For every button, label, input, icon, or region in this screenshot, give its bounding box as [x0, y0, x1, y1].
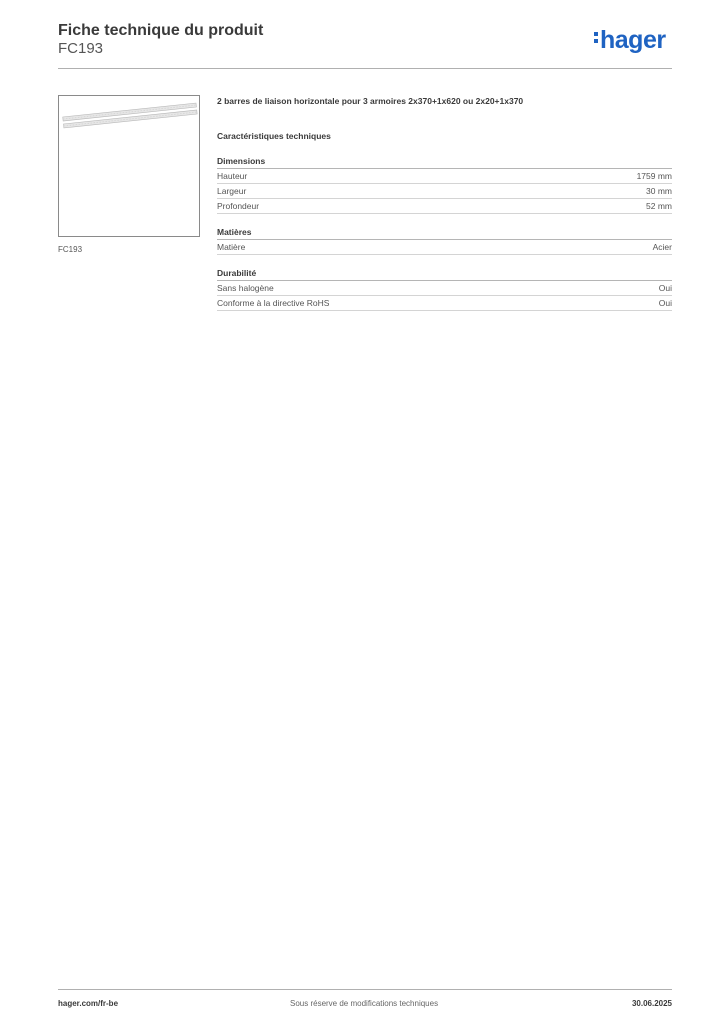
spec-row [217, 240, 672, 255]
specs-heading: Caractéristiques techniques [217, 131, 331, 141]
product-image [58, 95, 200, 237]
spec-label: Hauteur [217, 171, 248, 181]
spec-value: 52 mm [646, 201, 672, 211]
busbar-image-icon [59, 96, 201, 238]
footer-date: 30.06.2025 [631, 999, 672, 1008]
logo-dots-icon [594, 26, 599, 46]
spec-label: Sans halogène [217, 283, 274, 293]
footer-notice: Sous réserve de modifications techniques [290, 999, 439, 1008]
group-materials [217, 225, 672, 255]
spec-row [217, 296, 672, 311]
group-title: Matières [217, 225, 672, 240]
group-title: Dimensions [217, 154, 672, 169]
footer-website-link[interactable]: hager.com/fr-be [58, 999, 119, 1008]
product-description: 2 barres de liaison horizontale pour 3 armoires 2x370+1x620 ou 2x20+1x370 [217, 96, 524, 106]
spec-value: Acier [652, 242, 672, 252]
hager-logo [594, 26, 666, 55]
spec-row [217, 199, 672, 214]
spec-value: Oui [658, 298, 672, 308]
spec-row [217, 281, 672, 296]
spec-value: 30 mm [646, 186, 672, 196]
product-details [217, 95, 672, 311]
page-title: Fiche technique du produit [58, 22, 264, 39]
header-divider [58, 68, 672, 69]
spec-row [217, 184, 672, 199]
logo-text: hager [600, 26, 666, 54]
spec-label: Largeur [217, 186, 247, 196]
spec-label: Profondeur [217, 201, 260, 211]
footer-divider [58, 989, 672, 990]
spec-label: Matière [217, 242, 246, 252]
spec-row [217, 169, 672, 184]
spec-label: Conforme à la directive RoHS [217, 298, 330, 308]
spec-value: 1759 mm [636, 171, 672, 181]
group-title: Durabilité [217, 266, 672, 281]
product-reference: FC193 [58, 40, 104, 57]
spec-value: Oui [658, 283, 672, 293]
group-durability [217, 266, 672, 311]
image-caption: FC193 [58, 245, 83, 254]
group-dimensions [217, 154, 672, 214]
